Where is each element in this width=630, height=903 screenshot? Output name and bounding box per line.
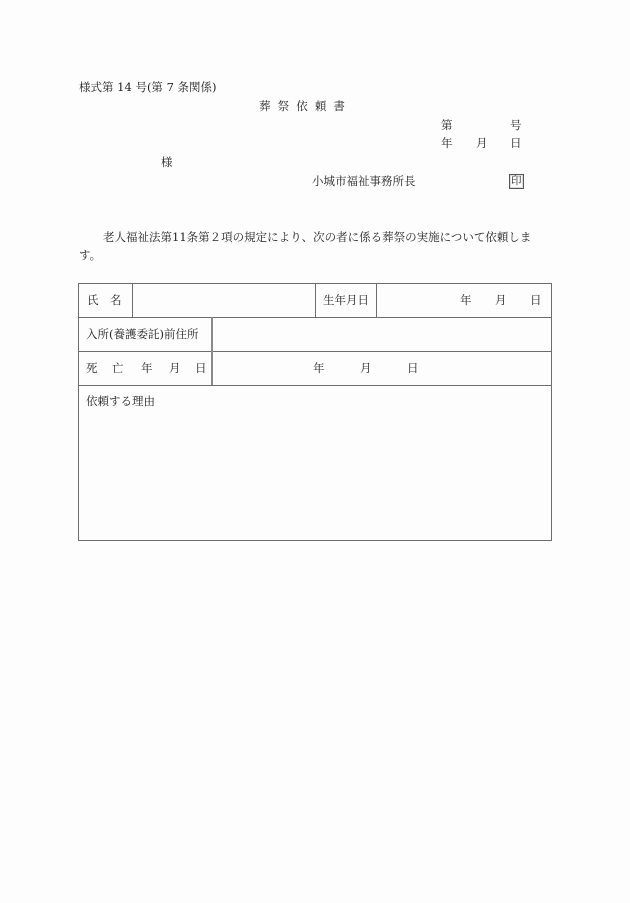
death-year-label: 年 <box>313 361 325 375</box>
col-divider <box>315 284 316 317</box>
death-date-label-char: 亡 <box>112 361 124 375</box>
body-text-line1: 老人福祉法第11条第２項の規定により、次の者に係る葬祭の実施について依頼しま <box>103 230 532 244</box>
document-title: 葬 祭 依 頼 書 <box>259 99 347 113</box>
issuer-name: 小城市福祉事務所長 <box>312 174 416 188</box>
col-divider <box>211 317 213 385</box>
death-day-label: 日 <box>407 361 419 375</box>
birth-day-label: 日 <box>530 293 542 307</box>
death-date-label-char: 死 <box>86 361 98 375</box>
body-text-line2: す。 <box>79 248 102 262</box>
prev-address-field[interactable] <box>214 319 549 350</box>
birthdate-label: 生年月日 <box>323 293 369 307</box>
birth-year-label: 年 <box>460 293 472 307</box>
col-divider <box>376 284 377 317</box>
row-divider <box>79 351 551 352</box>
death-date-label-char: 年 <box>141 361 153 375</box>
number-prefix: 第 <box>441 118 453 132</box>
col-divider <box>132 284 133 317</box>
reason-label: 依頼する理由 <box>86 394 155 408</box>
reason-field[interactable] <box>84 412 546 536</box>
birth-month-label: 月 <box>495 293 507 307</box>
date-day-label: 日 <box>510 136 522 150</box>
number-suffix: 号 <box>510 118 522 132</box>
name-label: 氏 名 <box>87 293 122 307</box>
date-month-label: 月 <box>476 136 488 150</box>
form-number: 様式第 14 号(第 7 条関係) <box>79 80 217 94</box>
row-divider <box>79 385 551 386</box>
row-divider <box>79 317 551 318</box>
death-month-label: 月 <box>360 361 372 375</box>
date-year-label: 年 <box>441 136 453 150</box>
name-field[interactable] <box>134 285 314 316</box>
death-date-label-char: 月 <box>169 361 181 375</box>
seal-mark: 印 <box>511 175 522 187</box>
prev-address-label: 入所(養護委託)前住所 <box>86 327 199 341</box>
request-form-table <box>78 283 552 541</box>
death-date-label-char: 日 <box>195 361 207 375</box>
addressee-suffix: 様 <box>161 155 173 169</box>
